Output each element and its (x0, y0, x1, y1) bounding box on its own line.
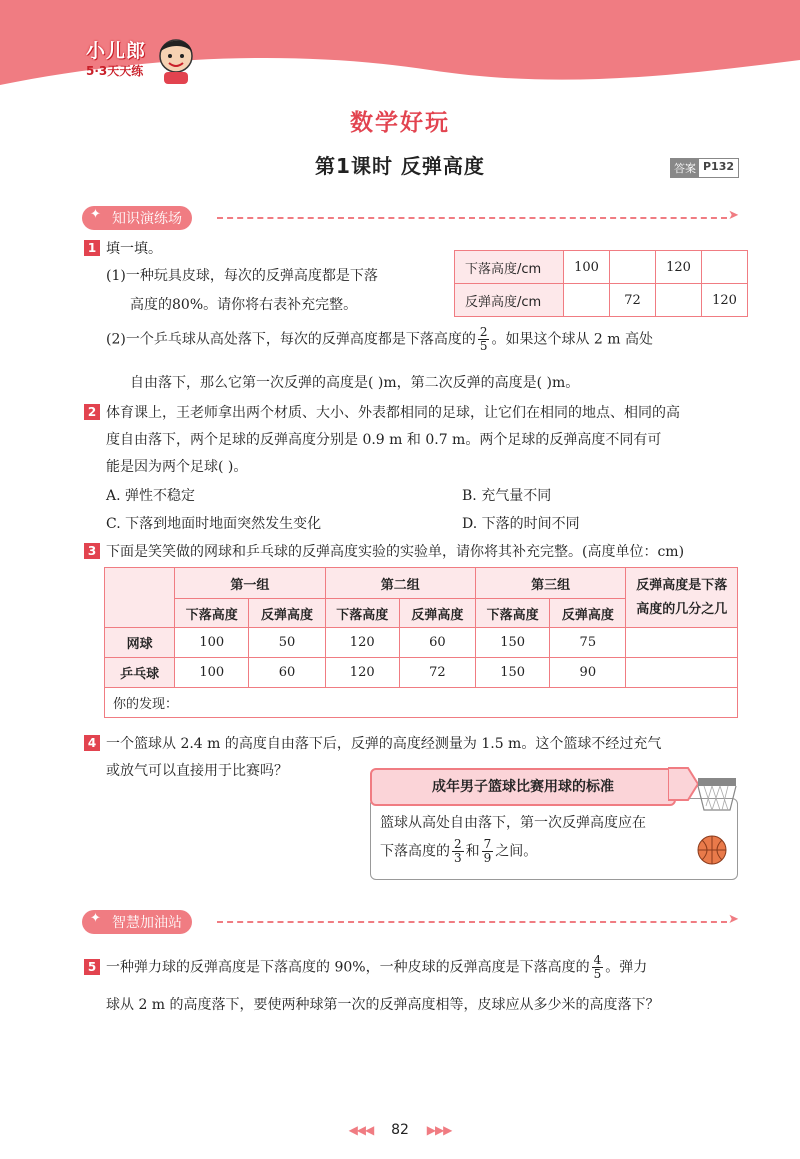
question-4-line1: 4 一个篮球从 2.4 m 的高度自由落下后，反弹的高度经测量为 1.5 m。这个篮球不经过充气 (84, 733, 661, 753)
question-number: 5 (84, 959, 100, 975)
row-header: 乒乓球 (105, 658, 175, 688)
brand-subtitle: 5·3天天练 (86, 64, 144, 78)
fraction: $\frac{2}{3}$ (454, 837, 462, 865)
ratio-header: 反弹高度是下落 高度的几分之几 (626, 568, 738, 628)
option-c[interactable]: C. 下落到地面时地面突然发生变化 (106, 516, 322, 532)
table-cell: 72 (399, 658, 475, 688)
table-cell: 150 (475, 628, 549, 658)
table-cell-blank[interactable] (702, 251, 748, 284)
section-header-challenge (82, 910, 742, 934)
fraction: $\frac{7}{9}$ (483, 837, 492, 865)
group-header: 第二组 (325, 568, 475, 599)
question-5-line1: 5 一种弹力球的反弹高度是下落高度的 90%，一种皮球的反弹高度是下落高度的 $\frac{4}{5}$ 。弹力 (84, 954, 647, 981)
group-header: 第三组 (475, 568, 625, 599)
corner-cell (105, 568, 175, 628)
table-row (105, 688, 738, 718)
q1-part1-line1: (1)一种玩具皮球，每次的反弹高度都是下落 (106, 268, 378, 284)
q1-part2-line1: (2)一个乒乓球从高处落下，每次的反弹高度都是下落高度的 $\frac{2}{5}$ 。如果这个球从 2 m 高处 (106, 325, 654, 353)
question-3-stem: 3 下面是笑笑做的网球和乒乓球的反弹高度实验的实验单，请你将其补充完整。(高度单位：cm) (84, 541, 684, 561)
table-row (105, 628, 738, 658)
table-row (455, 284, 748, 317)
section-tag (82, 910, 192, 934)
question-2-line2: 度自由落下，两个足球的反弹高度分别是 0.9 m 和 0.7 m。两个足球的反弹高度不同有可 (106, 432, 662, 448)
table-cell: 120 (325, 628, 399, 658)
brand-name: 小儿郎 (86, 40, 147, 62)
question-2-line3: 能是因为两个足球( )。 (106, 459, 248, 475)
group-header: 第一组 (175, 568, 325, 599)
table-cell-blank[interactable] (564, 284, 610, 317)
question-4-line2: 或放气可以直接用于比赛吗？ (106, 763, 288, 779)
lesson-title: 第1课时 反弹高度 (315, 154, 485, 178)
basketball-hoop-icon (692, 776, 740, 868)
table-cell: 100 (175, 658, 249, 688)
standard-box-line2: 下落高度的 $\frac{2}{3}$ 和 $\frac{7}{9}$ 之间。 (380, 837, 538, 865)
row-header: 反弹高度/cm (455, 284, 564, 317)
sub-header: 反弹高度 (249, 599, 325, 628)
mascot-boy-icon (148, 30, 204, 86)
section-header-practice (82, 206, 742, 230)
table-cell: 120 (702, 284, 748, 317)
q1-part1-line2: 高度的80%。请你将右表补充完整。 (130, 297, 358, 313)
fraction: $\frac{2}{5}$ (479, 325, 488, 353)
question-number: 4 (84, 735, 100, 751)
answer-label: 答案 (671, 159, 699, 177)
sub-header: 下落高度 (475, 599, 549, 628)
arrow-right-icon: ➤ (728, 912, 739, 927)
table-cell-blank[interactable] (610, 251, 656, 284)
sub-header: 下落高度 (325, 599, 399, 628)
option-a[interactable]: A. 弹性不稳定 (106, 488, 196, 504)
page-title: 数学好玩 (350, 110, 450, 136)
row-header: 下落高度/cm (455, 251, 564, 284)
row-header: 网球 (105, 628, 175, 658)
arrow-right-icon: ➤ (728, 208, 739, 223)
question-number: 1 (84, 240, 100, 256)
table-cell-blank[interactable] (656, 284, 702, 317)
table-cell: 100 (564, 251, 610, 284)
answer-reference (670, 158, 739, 178)
table-row (105, 658, 738, 688)
bounce-table (454, 250, 748, 317)
section-divider (217, 217, 727, 219)
fraction: $\frac{4}{5}$ (593, 953, 602, 981)
table-cell: 150 (475, 658, 549, 688)
section-label: 知识演练场 (112, 211, 182, 227)
table-cell: 120 (325, 658, 399, 688)
section-label: 智慧加油站 (112, 915, 182, 931)
table-cell-blank[interactable] (626, 658, 738, 688)
finding-cell[interactable]: 你的发现： (105, 688, 738, 718)
sub-header: 反弹高度 (550, 599, 626, 628)
table-cell: 120 (656, 251, 702, 284)
table-cell: 60 (399, 628, 475, 658)
triple-arrow-right-icon: ▶▶▶ (426, 1123, 452, 1137)
option-d[interactable]: D. 下落的时间不同 (462, 516, 580, 532)
sub-header: 下落高度 (175, 599, 249, 628)
standard-box-line1: 篮球从高处自由落下，第一次反弹高度应在 (380, 815, 646, 831)
page-number: ◀◀◀ 82 ▶▶▶ (348, 1122, 452, 1138)
standard-box-title: 成年男子篮球比赛用球的标准 (370, 768, 676, 806)
triple-arrow-left-icon: ◀◀◀ (348, 1123, 374, 1137)
question-number: 2 (84, 404, 100, 420)
table-row (105, 568, 738, 599)
q1-part2-line2: 自由落下，那么它第一次反弹的高度是( )m，第二次反弹的高度是( )m。 (130, 375, 580, 391)
table-cell: 60 (249, 658, 325, 688)
table-cell: 50 (249, 628, 325, 658)
table-cell-blank[interactable] (626, 628, 738, 658)
sub-header: 反弹高度 (399, 599, 475, 628)
question-number: 3 (84, 543, 100, 559)
section-tag (82, 206, 192, 230)
table-cell: 90 (550, 658, 626, 688)
table-cell: 75 (550, 628, 626, 658)
star-icon: ✦ (90, 207, 101, 222)
option-b[interactable]: B. 充气量不同 (462, 488, 552, 504)
star-icon: ✦ (90, 911, 101, 926)
experiment-table (104, 567, 738, 718)
answer-page: P132 (703, 160, 735, 173)
section-divider (217, 921, 727, 923)
question-5-line2: 球从 2 m 的高度落下，要使两种球第一次的反弹高度相等，皮球应从多少米的高度落下？ (106, 997, 660, 1013)
question-2-line1: 2 体育课上，王老师拿出两个材质、大小、外表都相同的足球，让它们在相同的地点、相同的高 (84, 402, 680, 422)
table-row (455, 251, 748, 284)
table-cell: 72 (610, 284, 656, 317)
question-1-stem: 1 填一填。 (84, 238, 162, 258)
table-cell: 100 (175, 628, 249, 658)
